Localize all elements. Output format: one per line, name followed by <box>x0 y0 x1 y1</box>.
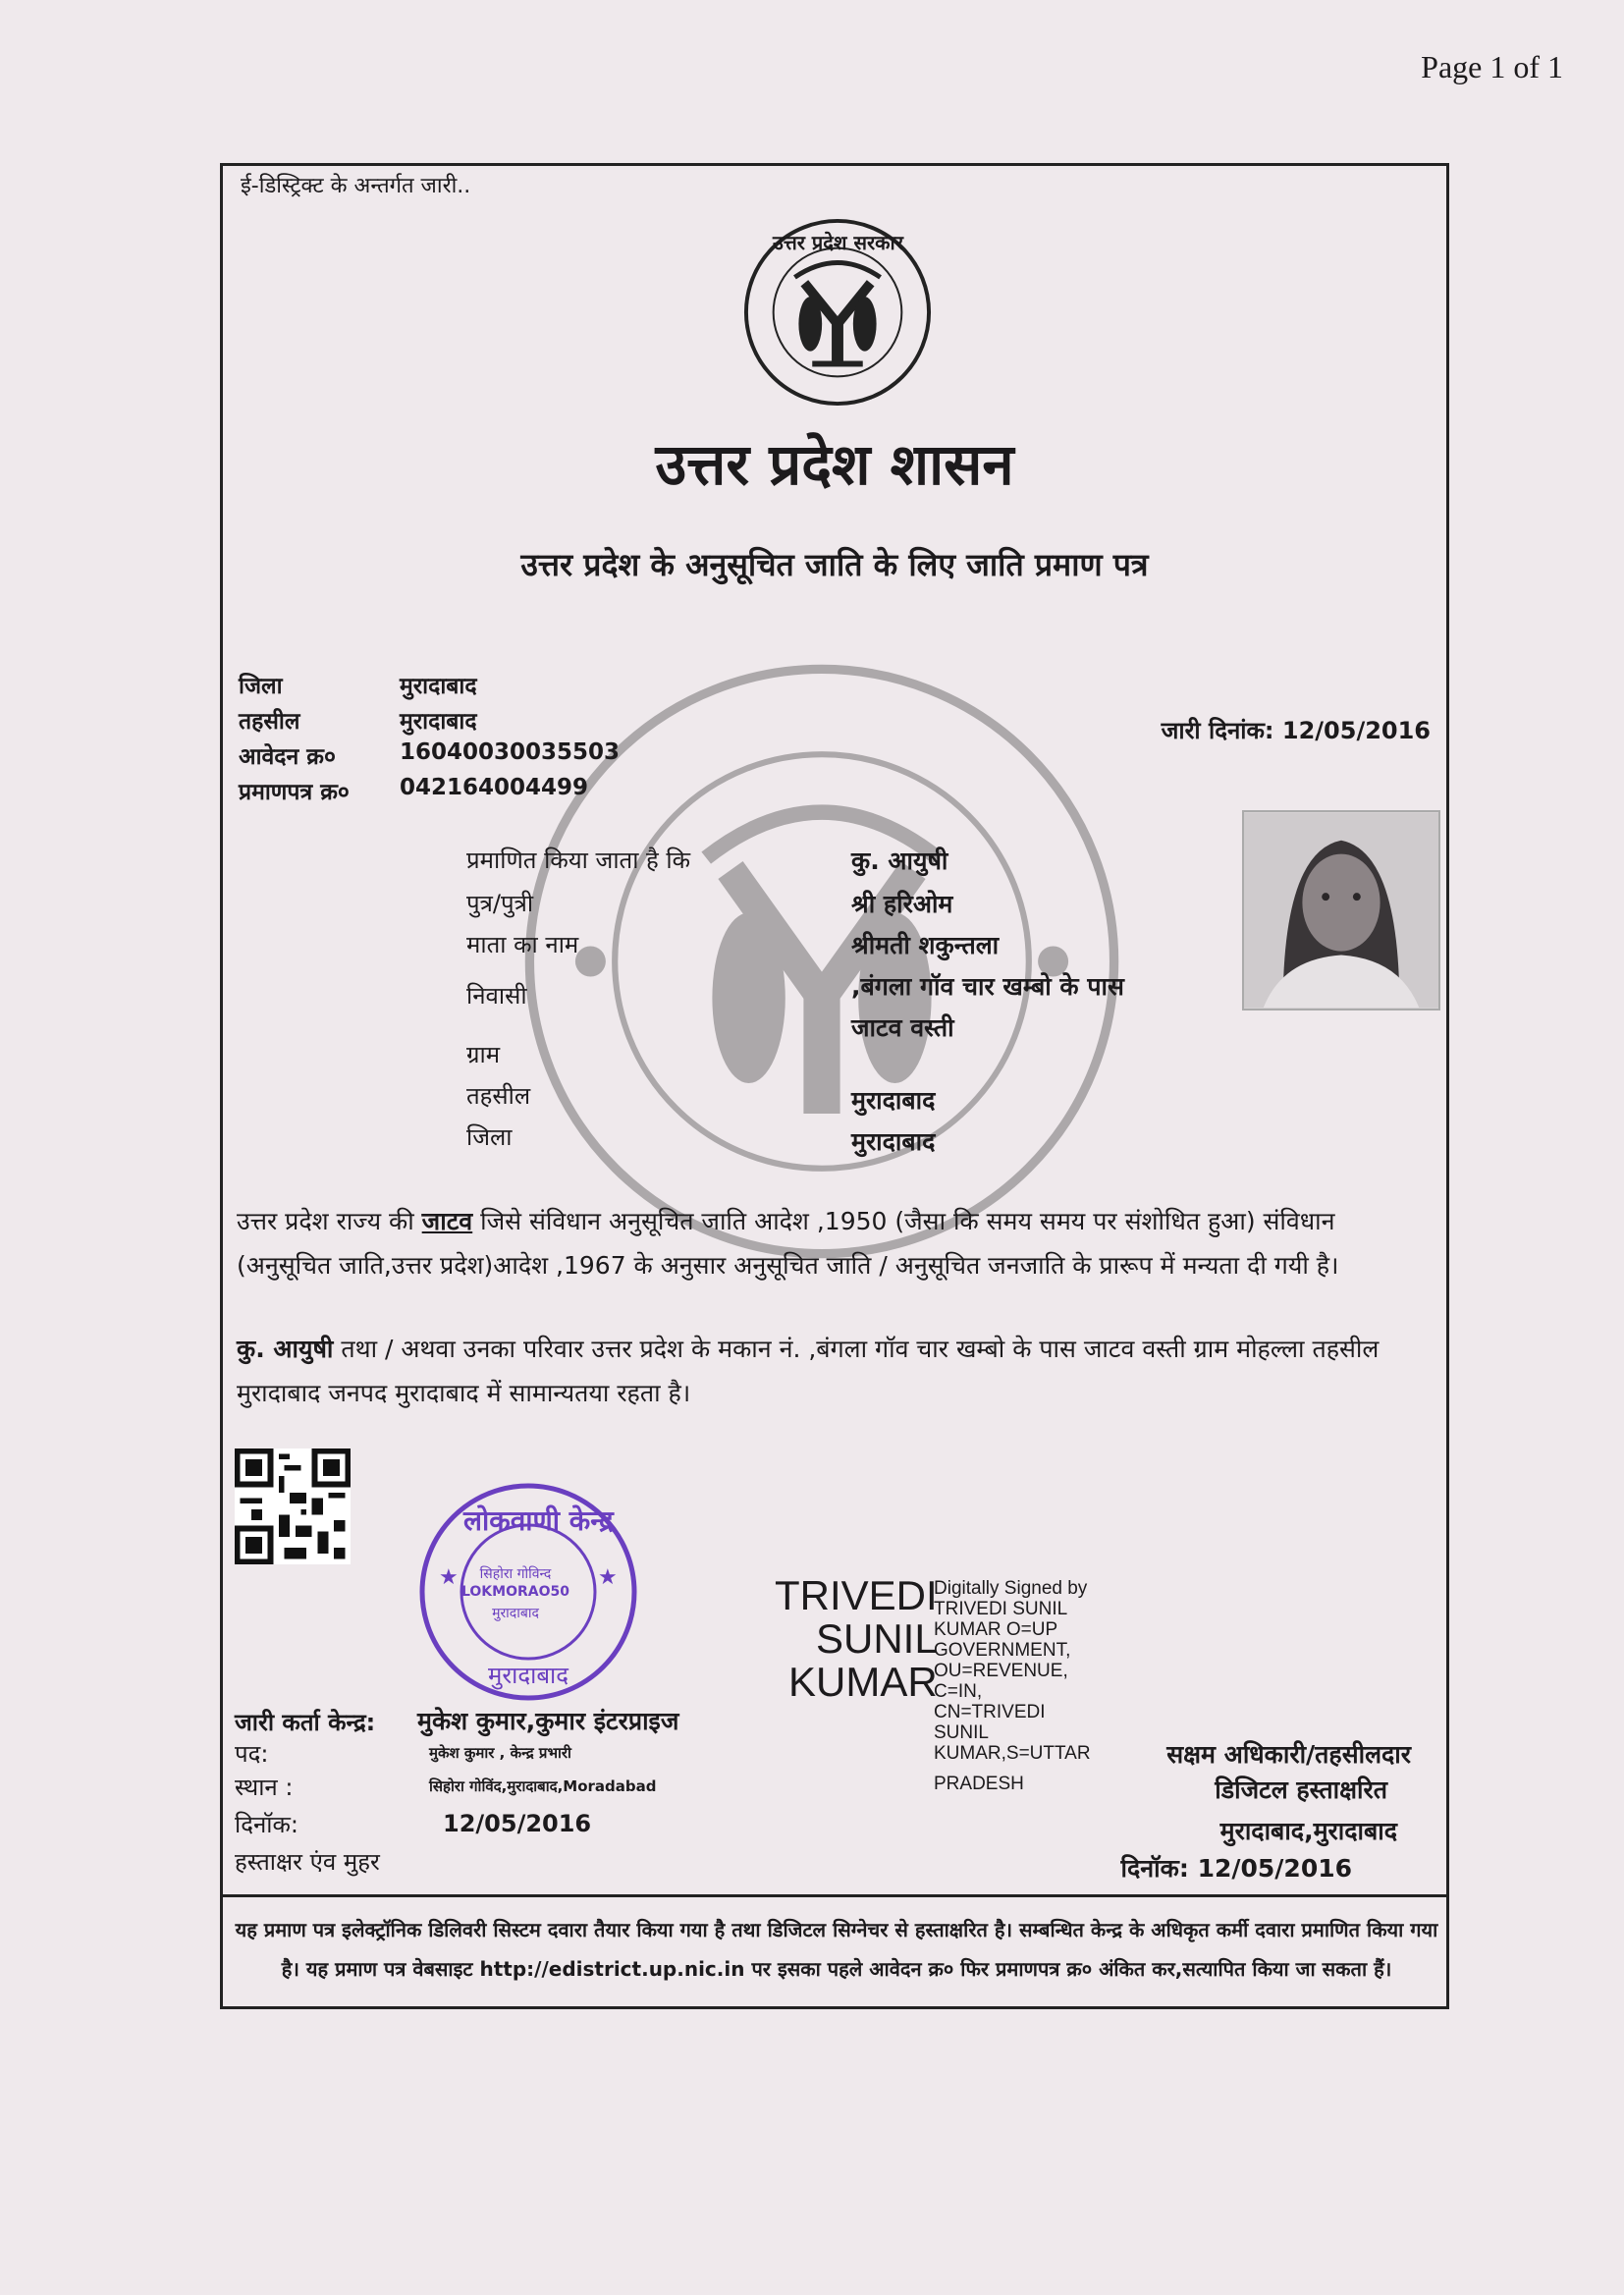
issue-date-value: 12/05/2016 <box>1281 717 1431 744</box>
field-district-label: जिला <box>466 1123 513 1151</box>
meta-district-label: जिला <box>239 674 283 699</box>
svg-text:★: ★ <box>439 1565 459 1590</box>
authority-date <box>1121 1851 1352 1885</box>
resident-value-line2: जाटव वस्ती <box>851 1013 954 1042</box>
application-number-value: 16040030035503 <box>400 739 621 765</box>
issuer-date-label: दिनॉक: <box>235 1811 299 1838</box>
place-label: स्थान : <box>235 1774 294 1801</box>
signature-detail: OU=REVENUE, <box>934 1661 1068 1681</box>
stamp-line2: LOKMORAO50 <box>460 1584 569 1600</box>
authority-digital-signed: डिजिटल हस्ताक्षरित <box>1215 1776 1387 1804</box>
meta-district-value: मुरादाबाद <box>400 674 477 699</box>
stamp-bottom-text: मुरादाबाद <box>488 1662 569 1689</box>
post-label: पद: <box>235 1740 269 1768</box>
footer-divider <box>223 1894 1446 1897</box>
signature-detail: KUMAR O=UP <box>934 1619 1058 1640</box>
signer-name-line2: SUNIL <box>815 1615 938 1662</box>
stamp-line1: सिहोरा गोविन्द <box>479 1566 552 1582</box>
signature-detail: CN=TRIVEDI <box>934 1702 1046 1722</box>
meta-tehsil-label: तहसील <box>239 709 300 735</box>
applicant-photo <box>1242 810 1440 1011</box>
village-label: ग्राम <box>466 1041 501 1068</box>
emblem-text: उत्तर प्रदेश सरकार <box>773 231 903 254</box>
field-tehsil-label: तहसील <box>466 1082 531 1110</box>
e-district-note: ई-डिस्ट्रिक्ट के अन्तर्गत जारी.. <box>241 174 471 198</box>
footer-note: यह प्रमाण पत्र इलेक्ट्रॉनिक डिलिवरी सिस्टम दवारा तैयार किया गया है तथा डिजिटल सिग्नेचर से हस्ताक्षरित है। सम्बन्धित केन्द्र के अधिकृत कर्मी दवारा प्रमाणित किया गया है। यह प्रमाण पत्र वेबसाइट http://edistrict.up.nic.in पर इसका पहले आवेदन क्र० फिर प्रमाणपत्र क्र० अंकित कर,सत्यापित किया जा सकता हैं। <box>235 1918 1438 1981</box>
issuing-center-label: जारी कर्ता केन्द्र: <box>235 1709 376 1736</box>
paragraph2-text: तथा / अथवा उनका परिवार उत्तर प्रदेश के मकान नं. ,बंगला गॉव चार खम्बो के पास जाटव वस्ती ग्राम मोहल्ला तहसील मुरादाबाद जनपद मुरादाबाद में सामान्यतया रहता है। <box>237 1335 1380 1407</box>
signature-details <box>934 1578 1091 1794</box>
issue-date-label: जारी दिनांक: <box>1161 717 1274 744</box>
signature-detail: SUNIL <box>934 1722 989 1743</box>
mother-label: माता का नाम <box>466 931 579 958</box>
application-number-label: आवेदन क्र० <box>239 744 336 770</box>
resident-label: निवासी <box>466 982 527 1010</box>
mother-value: श्रीमती शकुन्तला <box>851 931 1000 959</box>
authority-date-label: दिनॉक: <box>1120 1854 1189 1883</box>
signer-name-line3: KUMAR <box>788 1659 938 1705</box>
certificate-number-label: प्रमाणपत्र क्र० <box>239 780 350 805</box>
certified-label: प्रमाणित किया जाता है कि <box>466 847 691 874</box>
authority-location: मुरादाबाद,मुरादाबाद <box>1219 1817 1397 1845</box>
signature-detail: GOVERNMENT, <box>934 1640 1071 1661</box>
qr-code <box>235 1448 351 1564</box>
resident-value-line1: ,बंगला गॉव चार खम्बो के पास <box>851 972 1124 1001</box>
issue-date <box>1162 714 1431 746</box>
stamp-line3: मुरादाबाद <box>492 1606 539 1621</box>
signature-detail: TRIVEDI SUNIL <box>934 1599 1068 1619</box>
authority-date-value: 12/05/2016 <box>1197 1854 1352 1883</box>
signature-detail: PRADESH <box>934 1774 1024 1794</box>
paragraph1-part2: जिसे संविधान अनुसूचित जाति आदेश ,1950 (जैसा कि समय समय पर संशोधित हुआ) संविधान (अनुसूचित जाति,उत्तर प्रदेश)आदेश ,1967 के अनुसार अनुसूचित जाति / अनुसूचित जनजाति के प्रारूप में मन्यता दी गयी है। <box>237 1207 1339 1280</box>
field-district-value: मुरादाबाद <box>851 1127 936 1156</box>
place-value: सिहोरा गोविंद,मुरादाबाद,Moradabad <box>429 1777 657 1795</box>
caste-recognition-paragraph <box>237 1199 1435 1287</box>
post-value: मुकेश कुमार , केन्द्र प्रभारी <box>429 1744 571 1762</box>
authority-designation: सक्षम अधिकारी/तहसीलदार <box>1166 1740 1411 1769</box>
paragraph1-part1: उत्तर प्रदेश राज्य की <box>237 1207 422 1235</box>
certificate-title: उत्तर प्रदेश के अनुसूचित जाति के लिए जाति प्रमाण पत्र <box>520 546 1149 583</box>
meta-tehsil-value: मुरादाबाद <box>400 709 477 735</box>
field-tehsil-value: मुरादाबाद <box>851 1086 936 1115</box>
signature-seal-label: हस्ताक्षर एंव मुहर <box>235 1848 380 1876</box>
signature-detail: C=IN, <box>934 1681 983 1702</box>
page-number: Page 1 of 1 <box>1421 49 1563 84</box>
certificate-frame <box>220 163 1449 2009</box>
government-title: उत्तर प्रदेश शासन <box>655 431 1014 498</box>
paragraph2-name: कु. आयुषी <box>237 1335 334 1363</box>
child-of-label: पुत्र/पुत्री <box>466 890 534 917</box>
stamp-outer-text: लोकवाणी केन्द्र <box>463 1504 614 1537</box>
svg-text:★: ★ <box>598 1565 618 1590</box>
signer-name-line1: TRIVEDI <box>775 1572 938 1618</box>
child-of-value: श्री हरिओम <box>851 890 953 918</box>
certificate-number-value: 042164004499 <box>400 775 589 800</box>
issuer-date-value: 12/05/2016 <box>443 1810 592 1837</box>
caste-name: जाटव <box>421 1207 473 1235</box>
certified-value: कु. आयुषी <box>851 847 948 875</box>
signer-name <box>775 1574 938 1704</box>
issuing-center-value: मुकेश कुमार,कुमार इंटरप्राइज <box>417 1707 679 1735</box>
signature-detail: KUMAR,S=UTTAR <box>934 1743 1091 1764</box>
residence-paragraph <box>237 1327 1435 1415</box>
signature-detail: Digitally Signed by <box>934 1578 1088 1599</box>
